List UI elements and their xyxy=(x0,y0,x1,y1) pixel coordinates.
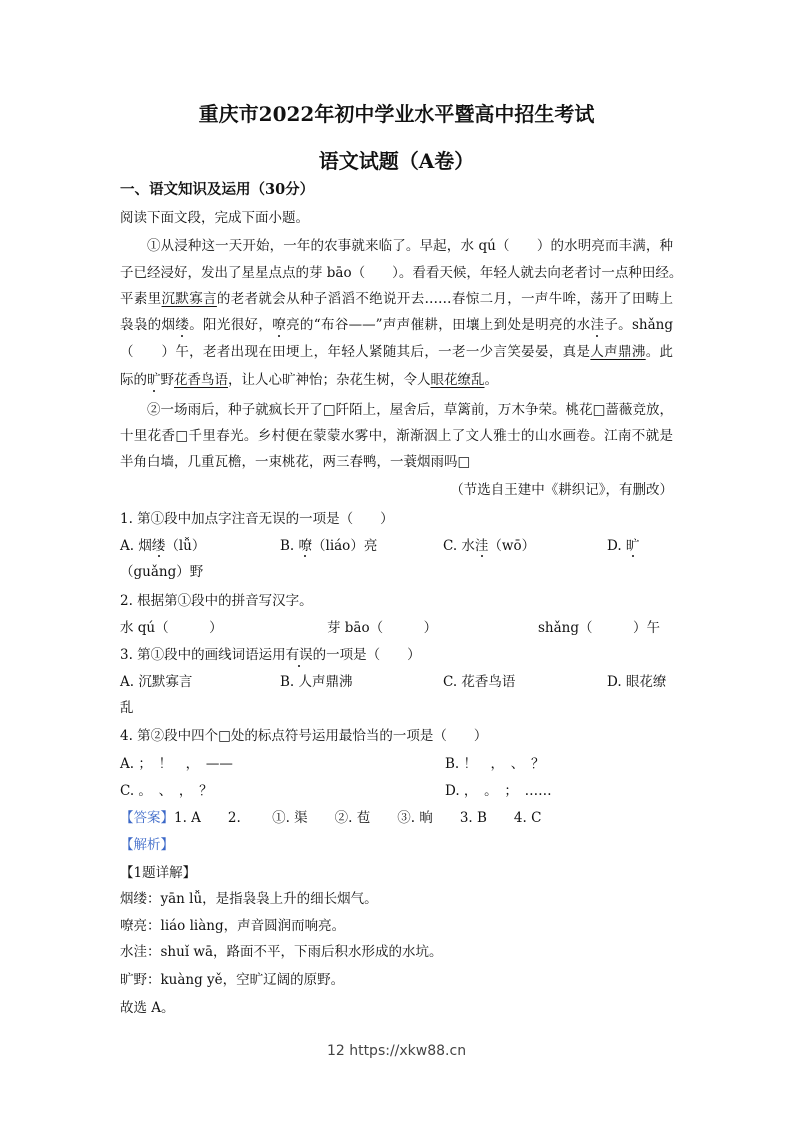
option-a[interactable]: A. 烟缕（lǚ） xyxy=(120,538,206,554)
answer-text: 1. A 2. ①. 渠 ②. 苞 ③. 晌 3. B 4. C xyxy=(174,810,542,826)
blank-qu[interactable]: 水 qú（ ） xyxy=(120,620,223,636)
detail-line: 水洼：shuǐ wā，路面不平，下雨后积水形成的水坑。 xyxy=(120,944,443,960)
option-b[interactable]: B. 嘹（liáo）亮 xyxy=(280,538,378,554)
option-d[interactable]: D. 眼花缭 xyxy=(607,674,667,690)
passage-line xyxy=(120,289,673,309)
detail-line: 嘹亮：liáo liàng，声音圆润而响亮。 xyxy=(120,918,346,934)
text: （ ）午，老者出现在田埂上，年轻人紧随其后，一老一少言笑晏晏，真是 xyxy=(120,344,591,360)
text: 子。shǎng xyxy=(604,317,674,333)
option-b[interactable]: B. ！ ， 、 ？ xyxy=(445,756,545,772)
text: 平素里 xyxy=(120,291,162,307)
dotted-char: 嘹 xyxy=(272,317,287,333)
dotted-char: 缕 xyxy=(175,317,190,333)
question-1-options xyxy=(120,536,673,556)
passage-line: ②一场雨后，种子就疯长开了□阡陌上，屋舍后，草篱前，万木争荣。桃花□蔷薇竞放， xyxy=(147,402,673,418)
blank-shang[interactable]: shǎng（ ）午 xyxy=(538,620,661,636)
underlined-word: 眼花缭乱 xyxy=(430,372,485,388)
question-3-option-d-cont: 乱 xyxy=(120,700,134,716)
text: 。 xyxy=(484,372,498,388)
detail-line: 烟缕：yān lǚ，是指袅袅上升的细长烟气。 xyxy=(120,891,378,907)
question-2-stem: 2. 根据第①段中的拼音写汉字。 xyxy=(120,593,313,609)
text: 3. 第①段中的画线词语运用 xyxy=(120,647,286,663)
text: ，让人心旷神怡；杂花生树，令人 xyxy=(228,372,431,388)
dotted-text: 有误 xyxy=(285,647,313,663)
passage-line xyxy=(120,342,673,362)
question-3-options xyxy=(120,672,673,692)
question-1-option-d-cont: （guǎng）野 xyxy=(120,564,204,580)
underlined-word: 花香鸟语 xyxy=(174,372,228,388)
text: 亮的“布谷——”声声催耕，田壤上到处是明亮的水 xyxy=(286,317,591,333)
exam-subtitle: 语文试题（A卷） xyxy=(318,149,475,173)
option-a[interactable]: A. ； ！ ， —— xyxy=(120,756,233,772)
question-4-options-row2 xyxy=(120,781,673,801)
text: 的一项是（ ） xyxy=(312,647,421,663)
dotted-char: 旷 xyxy=(147,372,161,388)
question-4-options-row1 xyxy=(120,754,673,774)
underlined-word: 人声鼎沸 xyxy=(590,344,646,360)
text: 袅袅的烟 xyxy=(120,317,176,333)
section-heading: 一、语文知识及运用（30分） xyxy=(120,181,315,198)
question-2-blanks xyxy=(120,618,673,638)
option-d[interactable]: D. 旷 xyxy=(607,538,640,554)
exam-title: 重庆市2022年初中学业水平暨高中招生考试 xyxy=(198,102,595,126)
answer-line xyxy=(120,808,673,828)
emphasis-dot xyxy=(304,555,306,557)
emphasis-dot xyxy=(158,555,160,557)
option-b[interactable]: B. 人声鼎沸 xyxy=(280,674,353,690)
passage-line xyxy=(120,370,673,390)
analysis-label: 【解析】 xyxy=(120,837,174,853)
text: 野 xyxy=(160,372,174,388)
detail-line: 旷野：kuàng yě，空旷辽阔的原野。 xyxy=(120,972,345,988)
passage-line xyxy=(120,315,673,335)
detail-label: 【1题详解】 xyxy=(120,865,197,881)
underlined-word: 沉默寡言 xyxy=(161,291,217,307)
question-4-stem: 4. 第②段中四个□处的标点符号运用最恰当的一项是（ ） xyxy=(120,728,488,744)
emphasis-dot xyxy=(481,555,483,557)
option-a[interactable]: A. 沉默寡言 xyxy=(120,674,193,690)
text: 际的 xyxy=(120,372,147,388)
option-c[interactable]: C. 水洼（wō） xyxy=(443,538,536,554)
answer-label: 【答案】 xyxy=(120,810,174,826)
question-3-stem xyxy=(120,645,673,665)
text: 。阳光很好， xyxy=(189,317,273,333)
question-1-stem: 1. 第①段中加点字注音无误的一项是（ ） xyxy=(120,511,394,527)
emphasis-dot xyxy=(632,555,634,557)
passage-line: 半角白墙，几重瓦檐，一束桃花，两三春鸭，一蓑烟雨吗□ xyxy=(120,454,471,470)
page-footer[interactable]: 12 https://xkw88.cn xyxy=(326,1043,467,1059)
passage-line: 子已经浸好，发出了星星点点的芽 bāo（ ）。看看天候，年轻人就去向老者讨一点种田经。 xyxy=(120,265,683,281)
text: 。此 xyxy=(645,344,674,360)
text: 的老者就会从种子滔滔不绝说开去……春惊二月，一声牛哞，荡开了田畴上 xyxy=(216,291,674,307)
passage-line: ①从浸种这一天开始，一年的农事就来临了。早起，水 qú（ ）的水明亮而丰满，种 xyxy=(147,238,673,254)
passage-source: （节选自王建中《耕织记》，有删改） xyxy=(450,482,673,498)
reading-instruction: 阅读下面文段，完成下面小题。 xyxy=(120,210,309,226)
option-c[interactable]: C. 。 、 ， ？ xyxy=(120,783,213,799)
option-d[interactable]: D. ， 。 ； …… xyxy=(445,783,552,799)
passage-line: 十里花香□千里春光。乡村便在蒙蒙水雾中，渐渐洇上了文人雅士的山水画卷。江南不就是 xyxy=(120,428,673,444)
blank-bao[interactable]: 芽 bāo（ ） xyxy=(327,620,438,636)
detail-line: 故选 A。 xyxy=(120,1000,175,1016)
dotted-char: 洼 xyxy=(590,317,605,333)
option-c[interactable]: C. 花香鸟语 xyxy=(443,674,516,690)
